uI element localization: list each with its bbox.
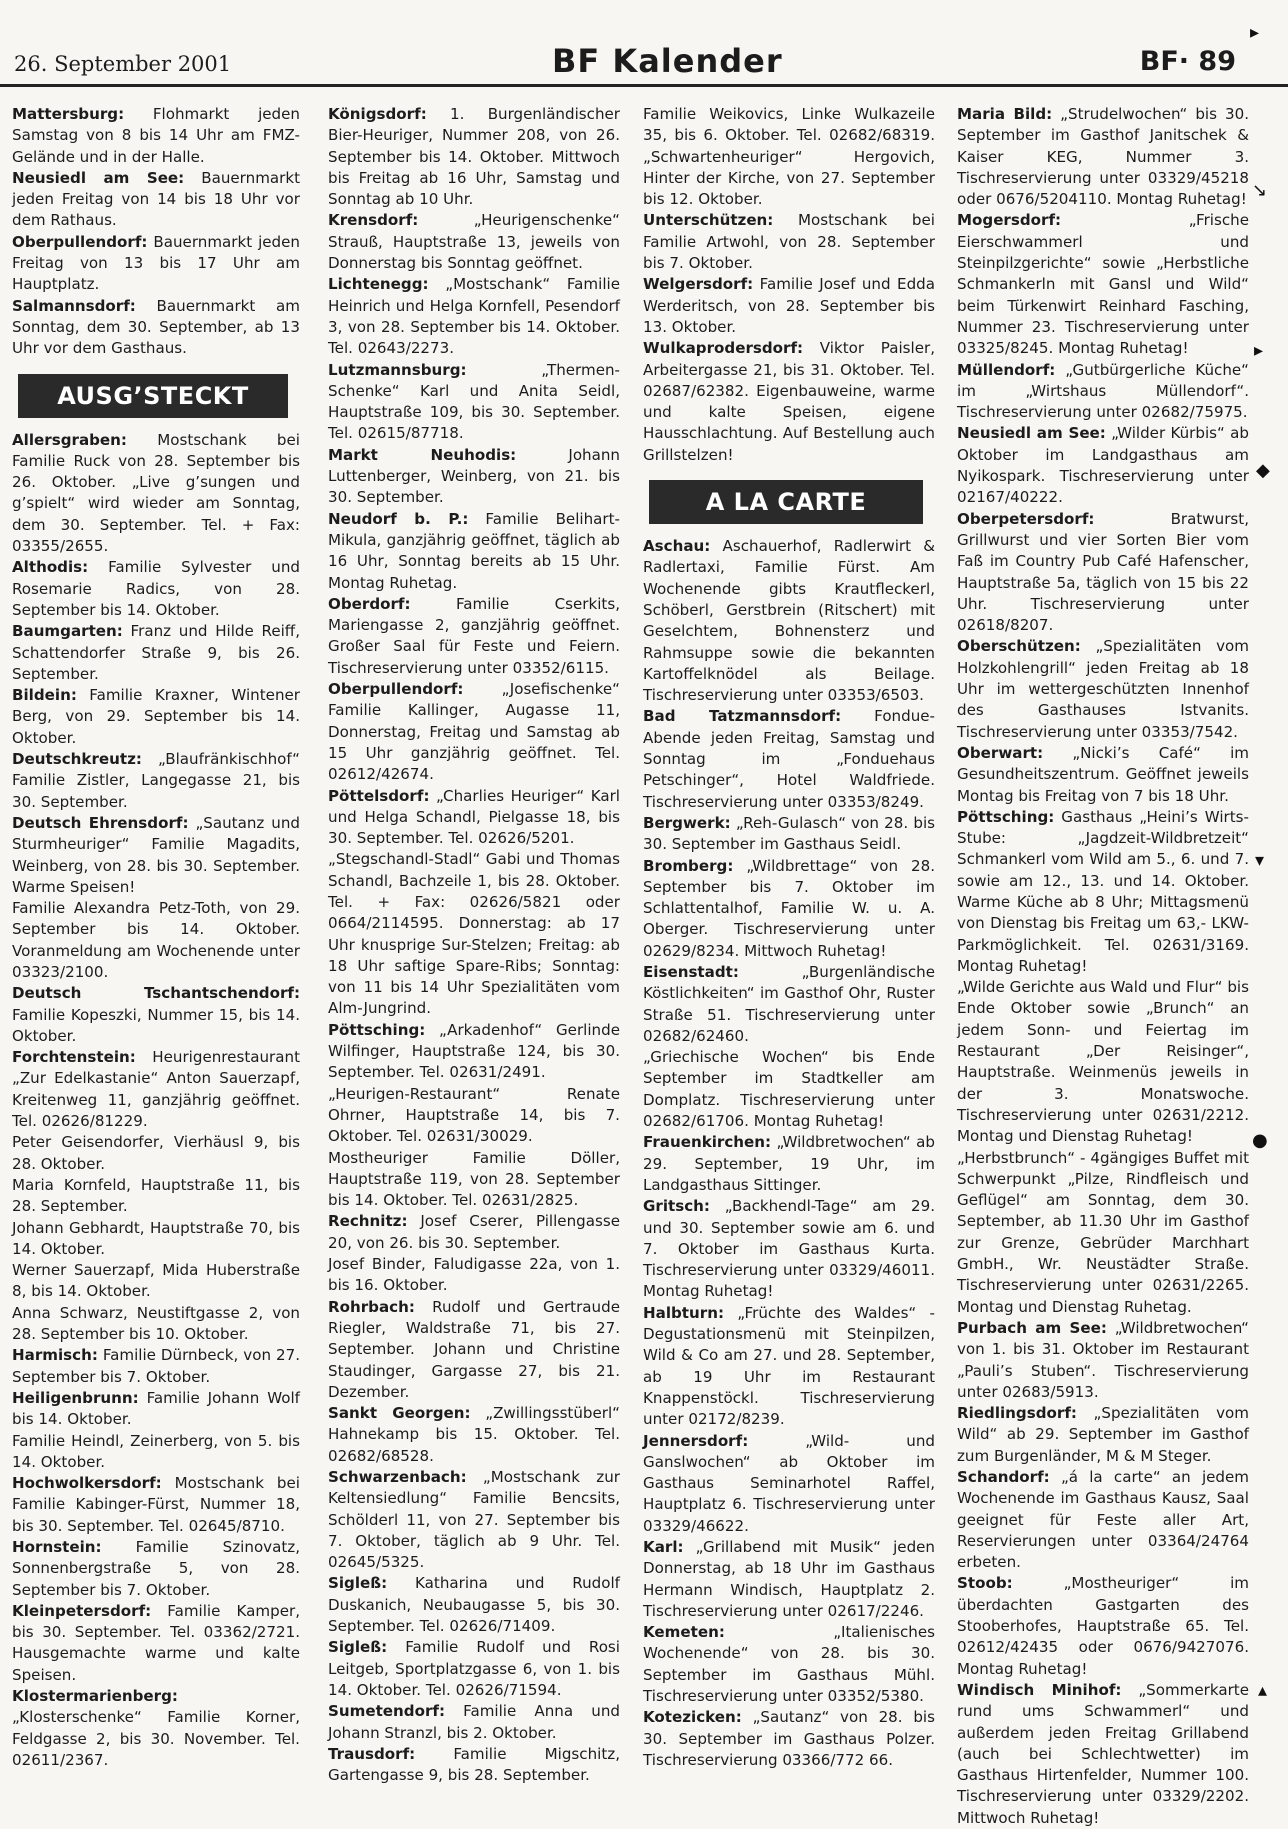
listing-place: Purbach am See:	[957, 1318, 1107, 1337]
listing-entry	[12, 1601, 300, 1686]
listing-place: Allersgraben:	[12, 430, 127, 449]
listing-entry	[643, 210, 935, 274]
listing-entry	[12, 1388, 300, 1431]
listing-text: „Stegschandl-Stadl“ Gabi und Thomas Schandl, Bachzeile 1, bis 28. Oktober. Tel. + Fax: 02626/5821 oder 0664/2114595. Donnerstag: ab 17 Uhr knusprige Sur-Stelzen; Freitag: ab 18 Uhr saftige Spare-Ribs; Sonntag: von 11 bis 14 Uhr Spezialitäten vom Alm-Jungrind.	[328, 850, 620, 1018]
listing-text: „Klosterschenke“ Familie Korner, Feldgasse 2, bis 30. November. Tel. 02611/2367.	[12, 1708, 300, 1769]
listing-place: Bildein:	[12, 686, 77, 705]
listing-place: Harmisch:	[12, 1346, 98, 1365]
listing-text: Johann Gebhardt, Hauptstraße 70, bis 14. Oktober.	[12, 1218, 300, 1258]
listing-place: Schwarzenbach:	[328, 1468, 467, 1486]
listing-entry	[12, 749, 300, 813]
scan-mark-icon: ▸	[1254, 340, 1264, 361]
listing-place: Salmannsdorf:	[12, 296, 136, 315]
listing-text: „Wilde Gerichte aus Wald und Flur“ bis Ende Oktober sowie „Brunch“ an jedem Sonn- und Feiertag im Restaurant „Der Reisinger“, Hauptstraße. Weinmenüs jeweils in der 3. Monatswoche. Tischreservierung unter 02631/2212. Montag und Dienstag Ruhetag!	[957, 978, 1249, 1146]
listing-text: Maria Kornfeld, Hauptstraße 11, bis 28. September.	[12, 1175, 300, 1216]
listing-place: Pöttelsdorf:	[328, 786, 430, 805]
column-2	[328, 104, 620, 1786]
listing-text: „Spezialitäten vom Wild“ ab 29. September im Gasthof zum Burgenländer, M & M Steger.	[957, 1404, 1249, 1465]
listing-place: Eisenstadt:	[643, 962, 739, 981]
listing-place: Lutzmannsburg:	[328, 360, 467, 379]
listing-place: Neusiedl am See:	[12, 168, 185, 187]
listing-text: Familie Sylvester und Rosemarie Radics, von 28. September bis 14. Oktober.	[12, 558, 300, 619]
listing-text: Bauernmarkt jeden Freitag von 14 bis 18 Uhr vor dem Rathaus.	[12, 168, 301, 230]
listing-text: „Spezialitäten vom Holzkohlengrill“ jeden Freitag ab 18 Uhr im wettergeschützten Innenhof des Gasthauses Istvanits. Tischreservierung unter 03353/7542.	[957, 637, 1249, 741]
listing-text: „Grillabend mit Musik“ jeden Donnerstag, ab 18 Uhr im Gasthaus Hermann Windisch, Hauptplatz 2. Tischreservierung unter 02617/2246.	[643, 1538, 935, 1620]
listing-entry	[957, 210, 1249, 359]
issue-date: 26. September 2001	[14, 52, 232, 76]
listing-place: Welgersdorf:	[643, 275, 754, 294]
listing-entry	[12, 1260, 300, 1303]
listing-entry	[643, 338, 935, 466]
listing-entry	[12, 1303, 300, 1346]
listing-entry	[12, 1686, 300, 1771]
heurigen-listings	[12, 430, 300, 1772]
scan-mark-icon: ▸	[1250, 22, 1260, 43]
listing-text: Rudolf und Gertraude Riegler, Waldstraße 71, bis 27. September. Johann und Christine Staudinger, Gargasse 27, bis 21. Dezember.	[328, 1297, 620, 1401]
listing-place: Aschau:	[643, 537, 711, 556]
listing-entry	[643, 274, 935, 338]
listing-place: Riedlingsdorf:	[957, 1404, 1077, 1423]
listing-text: „Sautanz und Sturmheuriger“ Familie Magadits, Weinberg, von 28. bis 30. September. Warme Speisen!	[12, 813, 300, 896]
listing-text: Familie Cserkits, Mariengasse 2, ganzjährig geöffnet. Großer Saal für Feste und Feiern. Tischreservierung unter 03352/6115.	[328, 594, 620, 677]
listing-text: Peter Geisendorfer, Vierhäusl 9, bis 28. Oktober.	[12, 1133, 300, 1173]
listing-place: Hochwolkersdorf:	[12, 1474, 162, 1493]
brand-logo: BF	[552, 42, 601, 80]
listing-entry	[643, 962, 935, 1047]
listing-text: Werner Sauerzapf, Mida Huberstraße 8, bis 14. Oktober.	[12, 1261, 300, 1301]
listing-entry	[328, 1467, 620, 1573]
listing-text: „Blaufränkischhof“ Familie Zistler, Langegasse 21, bis 30. September.	[12, 750, 300, 811]
listing-place: Bromberg:	[643, 856, 734, 875]
listing-text: Familie Kopeszki, Nummer 15, bis 14. Oktober.	[12, 1005, 300, 1045]
listing-place: Markt Neuhodis:	[328, 445, 517, 464]
listing-entry	[328, 679, 620, 785]
listing-text: „Josefischenke“ Familie Kallinger, Augasse 11, Donnerstag, Freitag und Samstag ab 15 Uhr ganzjährig geöffnet. Tel. 02612/42674.	[328, 680, 620, 784]
listing-place: Oberpullendorf:	[12, 232, 148, 251]
listing-entry	[957, 104, 1249, 210]
market-listings	[12, 104, 300, 360]
listing-text: „Frische Eierschwammerl und Steinpilzgerichte“ sowie „Herbstliche Schmankerln mit Gansl und Wild“ beim Türkenwirt Reinhard Fasching, Nummer 23. Tischreservierung unter 03325/8245. Montag Ruhetag!	[957, 211, 1249, 358]
listing-text: Josef Cserer, Pillengasse 20, von 26. bis 30. September.	[328, 1212, 620, 1252]
listing-text: Anna Schwarz, Neustiftgasse 2, von 28. September bis 10. Oktober.	[12, 1303, 300, 1344]
listing-entry	[12, 430, 300, 558]
listing-text: „Arkadenhof“ Gerlinde Wilfinger, Hauptstraße 124, bis 30. September. Tel. 02631/2491.	[328, 1020, 620, 1082]
section-name: Kalender	[612, 42, 783, 80]
listing-text: „Sautanz“ von 28. bis 30. September im Gasthaus Polzer. Tischreservierung 03366/772 66.	[643, 1708, 935, 1769]
listing-place: Althodis:	[12, 558, 89, 577]
listing-entry	[328, 104, 620, 210]
listing-text: „Thermen-Schenke“ Karl und Anita Seidl, Hauptstraße 109, bis 30. September. Tel. 02615/87718.	[328, 360, 620, 443]
listing-entry	[12, 1473, 300, 1537]
listing-text: Familie Josef und Edda Werderitsch, von 28. September bis 13. Oktober.	[643, 275, 935, 336]
restaurant-listings-continued	[957, 104, 1249, 1829]
listing-entry	[328, 1744, 620, 1787]
listing-text: „Burgenländische Köstlichkeiten“ im Gasthof Ohr, Ruster Straße 51. Tischreservierung unter 02682/62460.	[643, 962, 935, 1045]
listing-entry	[328, 1637, 620, 1701]
listing-entry	[643, 1537, 935, 1622]
listing-place: Karl:	[643, 1538, 684, 1556]
listing-entry	[643, 1132, 935, 1196]
listing-place: Sumetendorf:	[328, 1702, 445, 1721]
listing-text: Bauernmarkt am Sonntag, dem 30. September, ab 13 Uhr vor dem Gasthaus.	[12, 296, 300, 358]
listing-entry	[12, 557, 300, 621]
listing-place: Stoob:	[957, 1574, 1013, 1593]
listing-entry	[12, 168, 300, 232]
listing-place: Deutschkreutz:	[12, 750, 142, 769]
column-3	[643, 104, 935, 1771]
listing-text: Familie Johann Wolf bis 14. Oktober.	[12, 1388, 300, 1429]
listing-entry	[643, 104, 935, 210]
listing-place: Bad Tatzmannsdorf:	[643, 707, 842, 726]
listing-entry	[12, 1175, 300, 1218]
listing-text: „Nicki’s Café“ im Gesundheitszentrum. Geöffnet jeweils Montag bis Freitag von 7 bis 18 Uhr.	[957, 743, 1249, 805]
listing-text: Johann Luttenberger, Weinberg, von 21. bis 30. September.	[328, 445, 621, 507]
listing-entry	[957, 1148, 1249, 1318]
column-1	[12, 104, 300, 1771]
listing-text: „Zwillingsstüberl“ Hahnekamp bis 15. Oktober. Tel. 02682/68528.	[328, 1404, 620, 1465]
listing-text: „Wildbretwochen“ ab 29. September, 19 Uhr, im Landgasthaus Sittinger.	[643, 1133, 935, 1194]
listing-text: „Mostschank“ Familie Heinrich und Helga Kornfell, Pesendorf 3, von 28. September bis 14. Oktober. Tel. 02643/2273.	[328, 275, 620, 358]
listing-entry	[643, 536, 935, 706]
listing-entry	[328, 594, 620, 679]
listing-text: „Sommerkarte rund ums Schwammerl“ und außerdem jeden Freitag Grillabend (auch bei Schlechtwetter) im Gasthaus Hirtenfelder, Nummer 100. Tischreservierung unter 03329/2202. Mittwoch Ruhetag!	[957, 1680, 1249, 1827]
listing-text: „Mostheuriger“ im überdachten Gastgarten des Stooberhofes, Hauptstraße 65. Tel. 02612/42435 oder 0676/9427076. Montag Ruhetag!	[957, 1574, 1249, 1678]
listing-place: Königsdorf:	[328, 105, 427, 123]
listing-entry	[328, 360, 620, 445]
listing-text: Mostschank bei Familie Artwohl, von 28. September bis 7. Oktober.	[643, 211, 935, 273]
section-banner-a-la-carte: A LA CARTE	[649, 480, 923, 524]
listing-place: Oberdorf:	[328, 594, 411, 613]
listing-text: Mostheuriger Familie Döller, Hauptstraße 119, von 28. September bis 14. Oktober. Tel. 02631/2825.	[328, 1148, 620, 1210]
listing-place: Wulkaprodersdorf:	[643, 339, 804, 358]
listing-place: Rechnitz:	[328, 1212, 408, 1231]
column-4	[957, 104, 1249, 1829]
listing-text: Fondue-Abende jeden Freitag, Samstag und Sonntag im „Fonduehaus Petschinger“, Hotel Waldfriede. Tischreservierung unter 03353/8249.	[643, 707, 935, 811]
listing-place: Pöttsching:	[328, 1020, 426, 1039]
listing-entry	[328, 1020, 620, 1084]
listing-entry	[328, 274, 620, 359]
listing-place: Kleinpetersdorf:	[12, 1601, 152, 1620]
listing-place: Neusiedl am See:	[957, 424, 1106, 443]
listing-text: Familie Rudolf und Rosi Leitgeb, Sportplatzgasse 6, von 1. bis 14. Oktober. Tel. 02626/71594.	[328, 1638, 620, 1699]
listing-entry	[12, 685, 300, 749]
listing-entry	[643, 856, 935, 962]
listing-text: Familie Migschitz, Gartengasse 9, bis 28. September.	[328, 1744, 620, 1785]
listing-place: Forchtenstein:	[12, 1048, 136, 1067]
listing-text: Familie Belihart-Mikula, ganzjährig geöffnet, täglich ab 16 Uhr, Sonntag bereits ab 15 Uhr. Montag Ruhetag.	[328, 509, 620, 592]
scan-mark-icon: ▴	[1258, 1680, 1268, 1701]
listing-place: Maria Bild:	[957, 105, 1053, 123]
listing-entry	[957, 1403, 1249, 1467]
listing-entry	[12, 983, 300, 1047]
listing-text: Familie Anna und Johann Stranzl, bis 2. Oktober.	[328, 1702, 620, 1742]
listing-place: Mogersdorf:	[957, 211, 1062, 230]
listing-entry	[328, 786, 620, 850]
listing-place: Oberschützen:	[957, 637, 1081, 656]
listing-place: Unterschützen:	[643, 211, 774, 230]
listing-entry	[643, 1303, 935, 1431]
listing-place: Deutsch Ehrensdorf:	[12, 813, 189, 832]
listing-text: Familie Alexandra Petz-Toth, von 29. September bis 14. Oktober. Voranmeldung am Wochenende unter 03323/2100.	[12, 899, 300, 981]
listing-place: Deutsch Tschantschendorf:	[12, 984, 300, 1003]
listing-place: Neudorf b. P.:	[328, 509, 469, 528]
listing-place: Sigleß:	[328, 1574, 388, 1593]
scan-mark-icon: ▾	[1255, 850, 1265, 871]
listing-place: Hornstein:	[12, 1538, 102, 1556]
listing-entry	[12, 1218, 300, 1261]
listing-text: Josef Binder, Faludigasse 22a, von 1. bis 16. Oktober.	[328, 1255, 620, 1295]
listing-text: „Wildbrettage“ von 28. September bis 7. Oktober im Schlattentalhof, Familie W. u. A. Oberger. Tischreservierung unter 02629/8234. Mittwoch Ruhetag!	[643, 856, 935, 960]
listing-text: Flohmarkt jeden Samstag von 8 bis 14 Uhr am FMZ-Gelände und in der Halle.	[12, 105, 300, 166]
listing-place: Windisch Minihof:	[957, 1680, 1122, 1699]
listing-text: „Heurigenschenke“ Strauß, Hauptstraße 13, jeweils von Donnerstag bis Sonntag geöffnet.	[328, 211, 620, 273]
listing-entry	[643, 1196, 935, 1302]
listing-place: Schandorf:	[957, 1468, 1050, 1486]
scan-mark-icon: ◆	[1256, 460, 1270, 481]
listing-place: Kotezicken:	[643, 1708, 742, 1727]
scan-mark-icon: ●	[1252, 1130, 1268, 1151]
listing-entry	[957, 807, 1249, 977]
listing-text: Familie Weikovics, Linke Wulkazeile 35, bis 6. Oktober. Tel. 02682/68319. „Schwartenheuriger“ Hergovich, Hinter der Kirche, von 27. September bis 12. Oktober.	[643, 105, 935, 209]
listing-text: „Italienisches Wochenende“ von 28. bis 30. September im Gasthaus Mühl. Tischreservierung unter 03352/5380.	[643, 1623, 935, 1706]
listing-text: Katharina und Rudolf Duskanich, Neubaugasse 5, bis 30. September. Tel. 02626/71409.	[328, 1574, 620, 1636]
page-header	[0, 38, 1288, 87]
listing-text: „á la carte“ an jedem Wochenende im Gasthaus Kausz, Saal geeignet für Feste aller Art, Reservierungen unter 03364/24764 erbeten.	[957, 1468, 1249, 1572]
listing-entry	[328, 1211, 620, 1254]
listing-text: Mostschank bei Familie Kabinger-Fürst, Nummer 18, bis 30. September. Tel. 02645/8710.	[12, 1474, 300, 1535]
listing-entry	[12, 813, 300, 898]
listing-place: Baumgarten:	[12, 622, 123, 641]
listing-text: „Herbstbrunch“ - 4gängiges Buffet mit Schwerpunkt „Pilze, Rindfleisch und Geflügel“ am Sonntag, dem 30. September, ab 11.30 Uhr im Gasthof zur Grenze, Gebrüder Marchhart GmbH., Wr. Neustädter Straße. Tischreservierung unter 02631/2265. Montag und Dienstag Ruhetag.	[957, 1148, 1249, 1316]
listing-entry	[957, 509, 1249, 637]
listing-entry	[12, 898, 300, 983]
listing-entry	[957, 360, 1249, 424]
listing-text: „Wildbretwochen“ von 1. bis 31. Oktober im Restaurant „Pauli’s Stuben“. Tischreservierung unter 02683/5913.	[957, 1318, 1249, 1401]
listing-entry	[328, 1084, 620, 1148]
listing-entry	[957, 1318, 1249, 1403]
listing-text: Familie Szinovatz, Sonnenbergstraße 5, von 28. September bis 7. Oktober.	[12, 1538, 300, 1599]
listing-place: Pöttsching:	[957, 807, 1055, 826]
listing-text: „Reh-Gulasch“ von 28. bis 30. September im Gasthaus Seidl.	[643, 813, 935, 854]
listing-place: Krensdorf:	[328, 211, 419, 230]
listing-text: Heurigenrestaurant „Zur Edelkastanie“ Anton Sauerzapf, Kreitenweg 11, ganzjährig geöffnet. Tel. 02626/81229.	[12, 1048, 300, 1131]
listing-entry	[643, 1047, 935, 1132]
listing-entry	[957, 1680, 1249, 1829]
listing-text: „Mostschank zur Keltensiedlung“ Familie Bencsits, Schölderl 11, von 27. September bis 7. Oktober, täglich ab 9 Uhr. Tel. 02645/5325.	[328, 1468, 620, 1572]
listing-text: „Strudelwochen“ bis 30. September im Gasthof Janitschek & Kaiser KEG, Nummer 3. Tischreservierung unter 03329/45218 oder 0676/5204110. Montag Ruhetag!	[957, 105, 1249, 209]
listing-place: Klostermarienberg:	[12, 1687, 178, 1706]
listing-place: Müllendorf:	[957, 360, 1056, 379]
listing-entry	[12, 232, 300, 296]
listing-text: 1. Burgenländischer Bier-Heuriger, Nummer 208, von 26. September bis 14. Oktober. Mittwoch bis Freitag ab 16 Uhr, Samstag und Sonntag ab 10 Uhr.	[328, 105, 620, 209]
listing-entry	[643, 706, 935, 812]
listing-entry	[328, 849, 620, 1019]
listing-entry	[328, 445, 620, 509]
listing-entry	[957, 423, 1249, 508]
listing-entry	[643, 813, 935, 856]
listing-place: Lichtenegg:	[328, 275, 429, 294]
listing-text: „Früchte des Waldes“ - Degustationsmenü mit Steinpilzen, Wild & Co am 27. und 28. September, ab 19 Uhr im Restaurant Knappenstöckl. Tischreservierung unter 02172/8239.	[643, 1303, 935, 1429]
listing-text: „Wild- und Ganslwochen“ ab Oktober im Gasthaus Seminarhotel Raffel, Hauptplatz 6. Tischreservierung unter 03329/46622.	[643, 1431, 935, 1535]
listing-place: Sigleß:	[328, 1638, 388, 1657]
listing-text: Familie Heindl, Zeinerberg, von 5. bis 14. Oktober.	[12, 1431, 300, 1471]
listing-entry	[328, 1148, 620, 1212]
listing-place: Trausdorf:	[328, 1744, 416, 1763]
listing-entry	[328, 1701, 620, 1744]
listing-text: „Griechische Wochen“ bis Ende September im Stadtkeller am Domplatz. Tischreservierung unter 02682/61706. Montag Ruhetag!	[643, 1048, 935, 1131]
listing-entry	[12, 621, 300, 685]
listing-entry	[12, 296, 300, 360]
listing-entry	[957, 1573, 1249, 1679]
scan-mark-icon: ↘	[1252, 180, 1268, 201]
listing-text: Familie Kraxner, Wintener Berg, von 29. September bis 14. Oktober.	[12, 686, 300, 747]
listing-entry	[957, 1467, 1249, 1573]
listing-place: Halbturn:	[643, 1303, 724, 1322]
listing-place: Oberwart:	[957, 743, 1044, 762]
restaurant-listings	[643, 536, 935, 1771]
listing-entry	[12, 1431, 300, 1474]
listing-entry	[12, 104, 300, 168]
listing-place: Gritsch:	[643, 1197, 710, 1216]
listing-place: Rohrbach:	[328, 1297, 415, 1316]
listing-entry	[12, 1132, 300, 1175]
listing-place: Bergwerk:	[643, 813, 731, 832]
page-number: BF· 89	[1139, 46, 1236, 77]
listing-text: Familie Dürnbeck, von 27. September bis 7. Oktober.	[12, 1346, 300, 1386]
listing-text: Mostschank bei Familie Ruck von 28. September bis 26. Oktober. „Live g’sungen und g’spielt“ wird wieder am Sonntag, dem 30. September. Tel. + Fax: 03355/2655.	[12, 430, 300, 556]
listing-entry	[643, 1622, 935, 1707]
listing-entry	[328, 210, 620, 274]
listing-entry	[328, 1573, 620, 1637]
heurigen-listings-end	[643, 104, 935, 466]
listing-entry	[12, 1537, 300, 1601]
listing-place: Oberpullendorf:	[328, 680, 464, 699]
listing-entry	[328, 1403, 620, 1467]
listing-place: Oberpetersdorf:	[957, 509, 1095, 528]
listing-text: „Heurigen-Restaurant“ Renate Ohrner, Hauptstraße 14, bis 7. Oktober. Tel. 02631/30029.	[328, 1084, 620, 1146]
listing-text: Bratwurst, Grillwurst und vier Sorten Bier vom Faß im Country Pub Café Hafenscher, Hauptstraße 5a, täglich von 15 bis 22 Uhr. Tischreservierung unter 02618/8207.	[957, 509, 1249, 635]
listing-place: Jennersdorf:	[643, 1431, 749, 1450]
listing-place: Heiligenbrunn:	[12, 1388, 139, 1407]
listing-text: Bauernmarkt jeden Freitag von 13 bis 17 Uhr am Hauptplatz.	[12, 232, 300, 294]
listing-place: Mattersburg:	[12, 105, 125, 123]
listing-entry	[957, 636, 1249, 742]
listing-place: Sankt Georgen:	[328, 1404, 471, 1423]
listing-entry	[643, 1431, 935, 1537]
listing-entry	[328, 1297, 620, 1403]
listing-text: „Backhendl-Tage“ am 29. und 30. September sowie am 6. und 7. Oktober im Gasthaus Kurta. Tischreservierung unter 03329/46011. Montag Ruhetag!	[643, 1197, 935, 1301]
listing-text: Franz und Hilde Reiff, Schattendorfer Straße 9, bis 26. September.	[12, 622, 300, 683]
listing-entry	[328, 1254, 620, 1297]
listing-text: Gasthaus „Heini’s Wirts-Stube: „Jagdzeit-Wildbretzeit“ Schmankerl vom Wild am 5., 6. und 7. sowie am 12., 13. und 14. Oktober. Warme Küche ab 8 Uhr; Mittagsmenü von Dienstag bis Freitag um 63,- LKW-Parkmöglichkeit. Tel. 02631/3169. Montag Ruhetag!	[957, 807, 1249, 975]
section-title	[552, 42, 783, 80]
heurigen-listings-continued	[328, 104, 620, 1786]
listing-entry	[643, 1707, 935, 1771]
listing-place: Kemeten:	[643, 1623, 725, 1642]
listing-entry	[957, 977, 1249, 1147]
listing-text: Viktor Paisler, Arbeitergasse 21, bis 31. Oktober. Tel. 02687/62382. Eigenbauweine, warme und kalte Speisen, eigene Hausschlachtung. Auf Bestellung auch Grillstelzen!	[643, 339, 935, 464]
listing-text: „Gutbürgerliche Küche“ im „Wirtshaus Müllendorf“. Tischreservierung unter 02682/75975.	[957, 360, 1249, 422]
listing-text: Familie Kamper, bis 30. September. Tel. 03362/2721. Hausgemachte warme und kalte Speisen.	[12, 1601, 300, 1684]
section-banner-ausgsteckt: AUSG’STECKT	[18, 374, 288, 418]
listing-place: Frauenkirchen:	[643, 1133, 772, 1152]
listing-entry	[328, 509, 620, 594]
listing-text: „Charlies Heuriger“ Karl und Helga Schandl, Pielgasse 18, bis 30. September. Tel. 02626/5201.	[328, 786, 620, 848]
listing-entry	[957, 743, 1249, 807]
listing-entry	[12, 1047, 300, 1132]
listing-text: „Wilder Kürbis“ ab Oktober im Landgasthaus am Nyikospark. Tischreservierung unter 02167/40222.	[957, 424, 1249, 507]
listing-entry	[12, 1345, 300, 1388]
listing-text: Aschauerhof, Radlerwirt & Radlertaxi, Familie Fürst. Am Wochenende gibts Krautfleckerl, Schöberl, Gerstbrein (Ritschert) mit Geselchtem, Bohnensterz und Rahmsuppe sowie die bekannten Kartoffelknödel als Beilage. Tischreservierung unter 03353/6503.	[643, 537, 935, 705]
